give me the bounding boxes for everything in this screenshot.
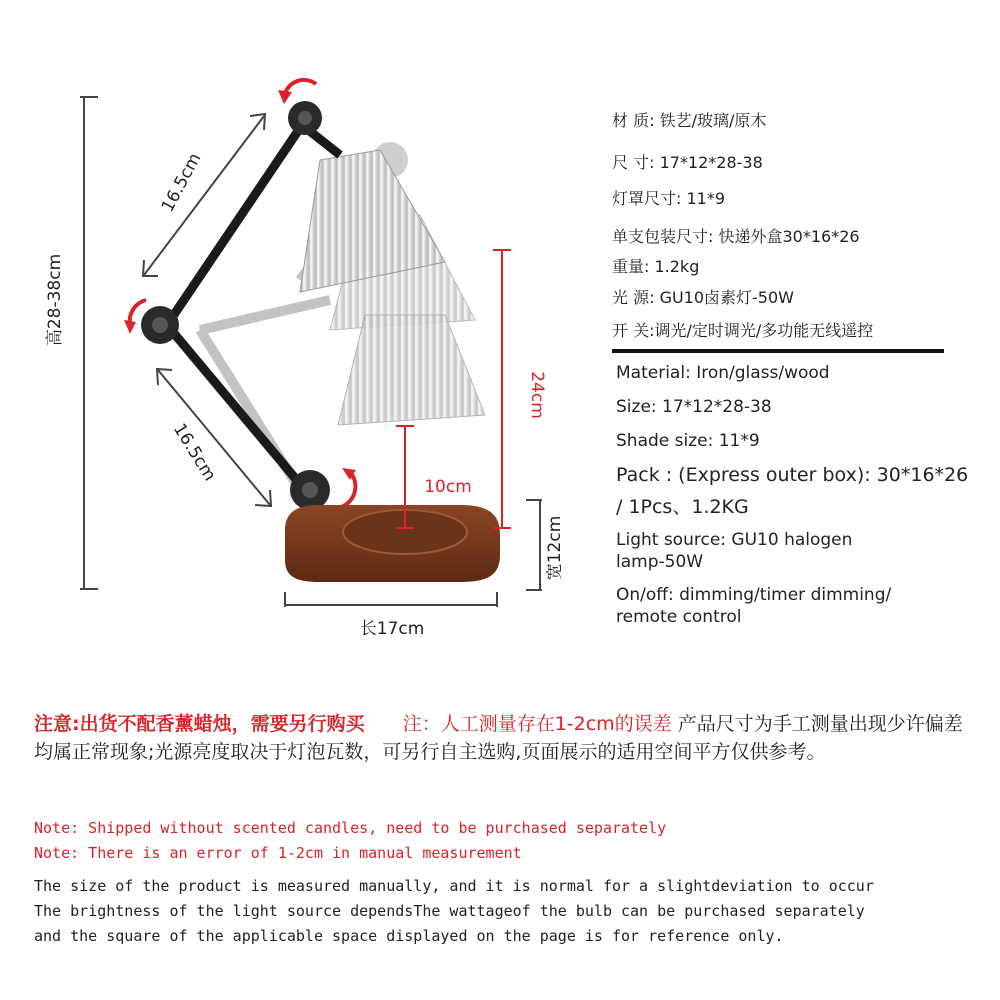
spec-en-material: Material: Iron/glass/wood [616, 363, 830, 383]
lower-arm-dimension [157, 369, 271, 506]
spec-cn-shade-size: 灯罩尺寸: 11*9 [612, 189, 726, 208]
shade-height-dimension [493, 250, 547, 528]
notice-cn-candle: 注意:出货不配香薰蜡烛，需要另行购买 [34, 713, 365, 735]
spec-cn-switch: 开 关:调光/定时调光/多功能无线遥控 [612, 321, 874, 340]
specs-divider [612, 349, 944, 353]
lower-arm-label: 16.5cm [168, 420, 220, 485]
spec-en-pack: Pack : (Express outer box): 30*16*26 [616, 464, 969, 486]
note-en-measure: The size of the product is measured manually, and it is normal for a slightdeviation to occur [34, 877, 874, 895]
spec-en-shade-size: Shade size: 11*9 [616, 431, 760, 451]
width-label: 宽12cm [545, 515, 565, 581]
spec-en-light-source: Light source: GU10 halogen [616, 530, 853, 550]
spec-cn-size: 尺 寸: 17*12*28-38 [612, 153, 763, 172]
upper-arm-dimension [143, 114, 265, 276]
shade-height-label: 24cm [527, 371, 547, 419]
width-dimension [526, 500, 565, 590]
notice-cn-body: 产品尺寸为手工测量出现少许偏差均属正常现象;光源亮度取决于灯泡瓦数，可另行自主选购,页面展示的适用空间平方仅供参考。 [34, 713, 963, 763]
lamp-product-figure [0, 0, 610, 680]
upper-arm-label: 16.5cm [157, 149, 206, 216]
spec-cn-light-source: 光 源: GU10卤素灯-50W [612, 288, 794, 307]
note-en-error: Note: There is an error of 1-2cm in manual measurement [34, 844, 522, 862]
notes-english [34, 816, 984, 949]
length-dimension [285, 592, 497, 639]
note-en-brightness: The brightness of the light source dependsThe wattageof the bulb can be purchased separately [34, 902, 865, 920]
spec-en-size: Size: 17*12*28-38 [616, 397, 772, 417]
note-en-candle: Note: Shipped without scented candles, need to be purchased separately [34, 819, 667, 837]
clearance-label: 10cm [424, 477, 472, 497]
note-en-space: and the square of the applicable space displayed on the page is for reference only. [34, 927, 784, 945]
spec-cn-weight: 重量: 1.2kg [612, 257, 700, 276]
spec-en-onoff: On/off: dimming/timer dimming/ [616, 585, 892, 605]
height-dimension [45, 97, 98, 589]
spec-cn-package: 单支包装尺寸: 快递外盒30*16*26 [612, 227, 860, 246]
spec-en-pack-qty: / 1Pcs、1.2KG [616, 496, 749, 518]
notice-cn-error: 注：人工测量存在1-2cm的误差 [402, 713, 672, 735]
spec-en-onoff-cont: remote control [616, 607, 742, 627]
notice-chinese [34, 710, 974, 766]
height-label: 高28-38cm [45, 253, 65, 347]
spec-cn-material: 材 质: 铁艺/玻璃/原木 [612, 111, 767, 130]
ghost-shade-lower [338, 315, 485, 425]
length-label: 长17cm [359, 619, 425, 639]
spec-en-light-source-cont: lamp-50W [616, 552, 704, 572]
wooden-base [285, 505, 500, 582]
